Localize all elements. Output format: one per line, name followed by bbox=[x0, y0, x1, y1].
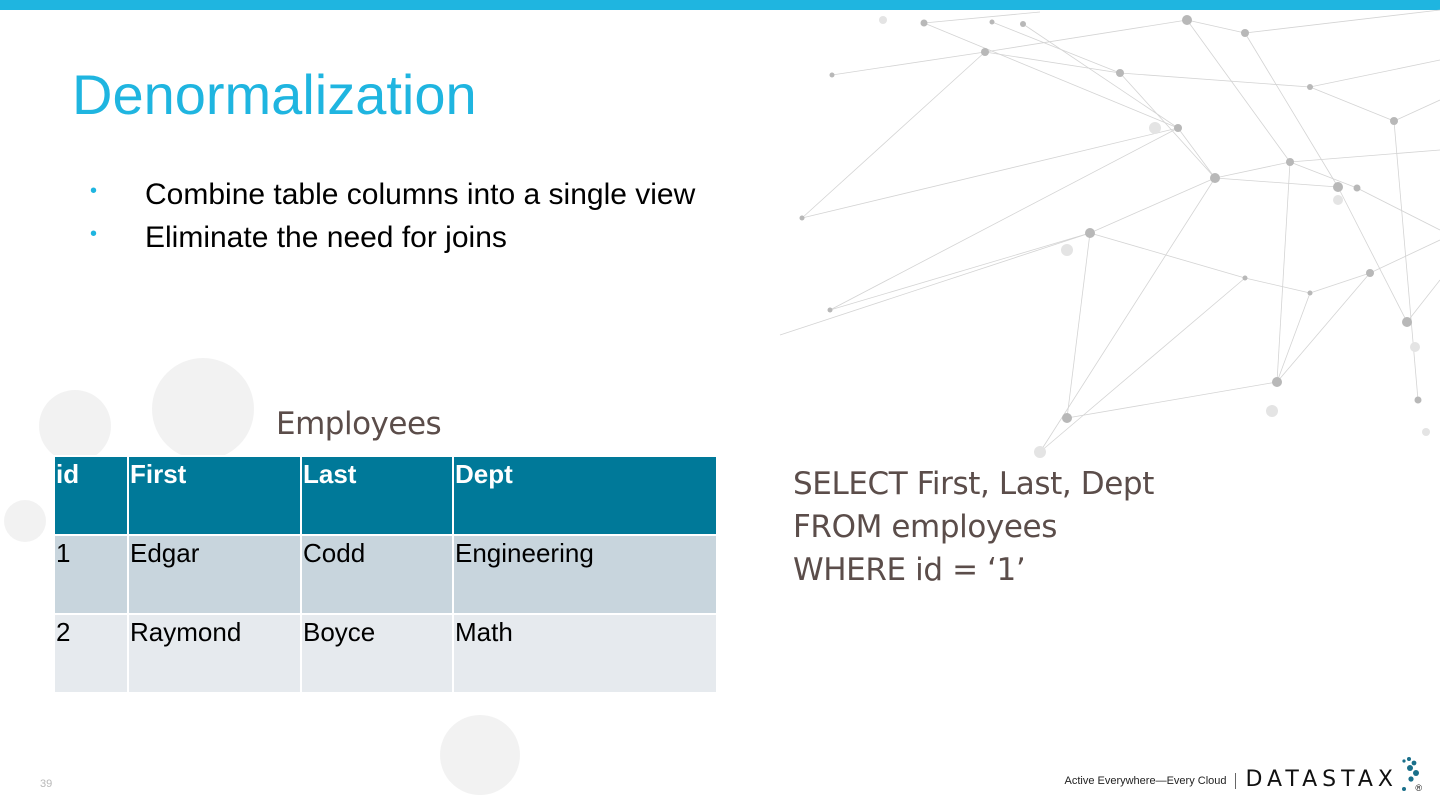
column-header-last: Last bbox=[301, 456, 453, 535]
table-caption: Employees bbox=[276, 406, 442, 442]
table-cell: Math bbox=[453, 614, 717, 693]
logo-dots-icon bbox=[1398, 755, 1420, 795]
column-header-id: id bbox=[54, 456, 128, 535]
employees-table bbox=[53, 455, 718, 694]
table-cell: Boyce bbox=[301, 614, 453, 693]
footer-branding bbox=[1064, 750, 1420, 795]
table-row bbox=[54, 535, 717, 614]
table-cell: Engineering bbox=[453, 535, 717, 614]
sql-line: FROM employees bbox=[793, 509, 1057, 545]
table-row bbox=[54, 614, 717, 693]
column-header-dept: Dept bbox=[453, 456, 717, 535]
footer-separator bbox=[1235, 773, 1236, 789]
column-header-first: First bbox=[128, 456, 301, 535]
sql-line: WHERE id = ‘1’ bbox=[793, 552, 1026, 588]
datastax-logo: DATASTAX bbox=[1245, 767, 1398, 792]
table-cell: Codd bbox=[301, 535, 453, 614]
decorative-circle bbox=[4, 500, 46, 542]
table-cell: Raymond bbox=[128, 614, 301, 693]
table-header-row bbox=[54, 456, 717, 535]
decorative-circle bbox=[152, 358, 254, 460]
footer-tagline: Active Everywhere—Every Cloud bbox=[1064, 775, 1227, 787]
registered-mark: ® bbox=[1415, 783, 1422, 793]
table-cell: 1 bbox=[54, 535, 128, 614]
slide-title: Denormalization bbox=[72, 63, 477, 126]
bullet-dot-icon: • bbox=[90, 180, 98, 202]
decorative-circle bbox=[440, 715, 520, 795]
bullet-dot-icon: • bbox=[90, 223, 98, 245]
bullet-text: Combine table columns into a single view bbox=[145, 178, 696, 211]
page-number: 39 bbox=[40, 778, 53, 790]
sql-query bbox=[793, 466, 1154, 595]
bullet-text: Eliminate the need for joins bbox=[145, 221, 507, 254]
table-cell: 2 bbox=[54, 614, 128, 693]
network-graphic bbox=[740, 0, 1440, 470]
decorative-circle bbox=[39, 390, 111, 462]
sql-line: SELECT First, Last, Dept bbox=[793, 466, 1154, 502]
table-cell: Edgar bbox=[128, 535, 301, 614]
